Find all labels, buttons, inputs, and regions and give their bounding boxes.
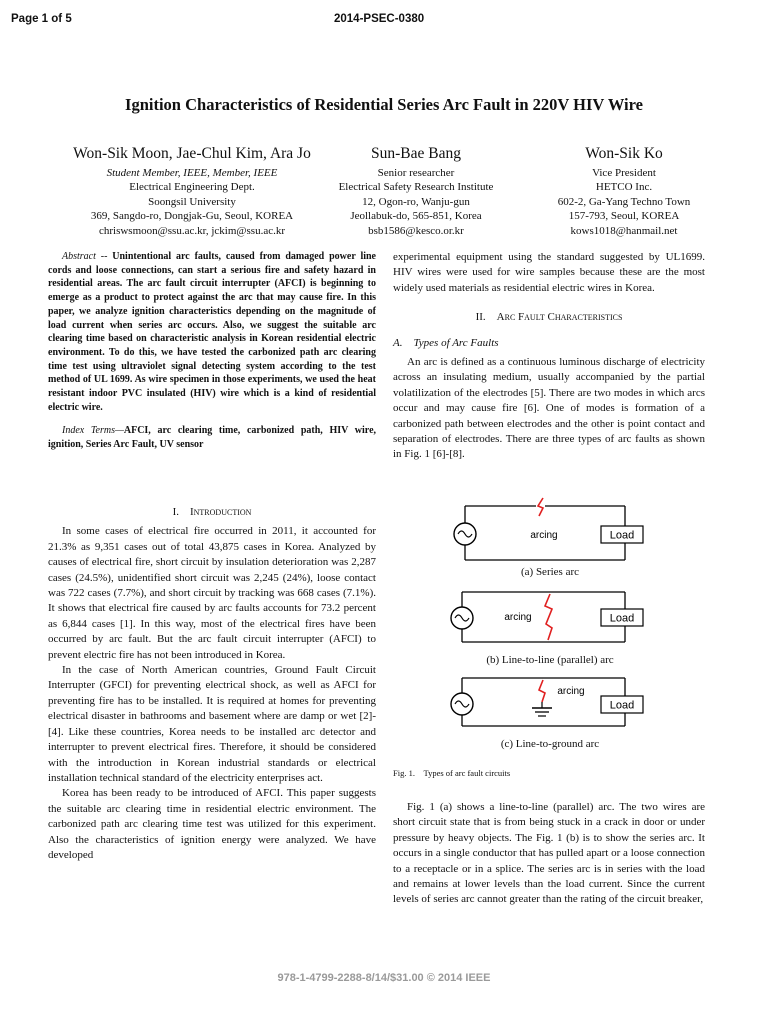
- author-email: kows1018@hanmail.net: [570, 224, 678, 237]
- paper-id: 2014-PSEC-0380: [334, 13, 425, 25]
- arc-spark-icon: [538, 498, 543, 516]
- section-heading: [48, 505, 376, 520]
- index-terms-label: Index Terms—: [62, 425, 124, 437]
- paragraph: experimental equipment using the standard suggested by UL1699. HIV wires were used for wire samples because these are the most widely used materials as residential electric wires in Korea.: [393, 251, 705, 294]
- arc-spark-icon: [545, 594, 552, 640]
- figure-caption-c: (c) Line-to-ground arc: [500, 738, 600, 750]
- author-role: Vice President: [592, 167, 656, 179]
- author-affiliation: Soongsil University: [148, 195, 236, 208]
- copyright-footer: 978-1-4799-2288-8/14/$31.00 © 2014 IEEE: [277, 972, 491, 984]
- section-number: I.: [172, 506, 179, 518]
- author-name: Sun-Bae Bang: [371, 145, 461, 162]
- author-address: 602-2, Ga-Yang Techno Town: [557, 195, 691, 208]
- author-affiliation: Electrical Safety Research Institute: [338, 181, 494, 194]
- author-name: Won-Sik Moon, Jae-Chul Kim, Ara Jo: [73, 145, 311, 162]
- section-number: II.: [475, 311, 486, 324]
- section-title: Introduction: [189, 506, 252, 518]
- figure-caption-a: (a) Series arc: [520, 566, 580, 578]
- index-terms: AFCI, arc clearing time, carbonized path, HIV wire, ignition, Series Arc Fault, UV sensor: [48, 425, 377, 451]
- author-block-3: [540, 143, 708, 238]
- subsection-heading: [393, 336, 705, 351]
- paragraph: Korea has been ready to be introduced of AFCI. This paper suggests the suitable arc clearing time in residential electric environment. The carbonized path arc clearing time test was utilized for this experiment. Also the characteristics of ignition energy were analyzed. We have developed: [48, 787, 376, 861]
- author-affiliation: HETCO Inc.: [595, 181, 653, 194]
- section-title: Arc Fault Characteristics: [496, 311, 623, 324]
- abstract-text: Unintentional arc faults, caused from damaged power line cords and loose connections, can start a serious fire and safety hazard in residential areas. The arc fault circuit interrupter (AFCI) is beginning to emerge as a product to protect against the arc that may cause fire. In this paper, we analyze ignition characteristics depending on the magnitude of load current when series arc occurs. Also, we suggest the suitable arc clearing time based on characteristic analysis in Korean residential electric environment. To do this, we have tested the carbonized path arc clearing time test using ultraviolet signal detecting system according to the test method of UL 1699. As wire specimen in those experiments, we used the heat resistant indoor PVC insulated (HIV) wire which is a kind of residential electric wire.: [48, 251, 376, 413]
- figure-1: [440, 494, 660, 729]
- author-email: chriswsmoon@ssu.ac.kr, jckim@ssu.ac.kr: [98, 224, 285, 237]
- author-block-2: [318, 143, 514, 238]
- author-email: bsb1586@kesco.or.kr: [368, 224, 464, 237]
- figure-title: Types of arc fault circuits: [423, 768, 511, 778]
- subsection-title: Types of Arc Faults: [413, 336, 499, 349]
- abstract-label: Abstract --: [62, 251, 108, 262]
- arc-spark-icon: [539, 680, 545, 702]
- parallel-arc-diagram: [451, 592, 643, 642]
- figure-caption-b: (b) Line-to-line (parallel) arc: [486, 654, 614, 666]
- ground-arc-diagram: [451, 678, 643, 726]
- subsection-label: A.: [393, 336, 403, 349]
- arcing-label: arcing: [504, 612, 532, 623]
- author-address: 157-793, Seoul, KOREA: [568, 210, 680, 223]
- right-column-top: [393, 250, 705, 463]
- author-name: Won-Sik Ko: [585, 145, 663, 162]
- paragraph: Fig. 1 (a) shows a line-to-line (parallel) arc. The two wires are short circuit state that is from being stuck in a crack in door or under pressure by heavy objects. The Fig. 1 (b) is to show the series arc. It occurs in a single conductor that has pulled apart or a loose connection to a receptacle or in a splice. The series arc is in series with the load and remains at lower levels than the load current. Since the current levels of series arc cannot greater than the rating of the circuit breaker,: [393, 801, 705, 906]
- series-arc-diagram: [454, 498, 643, 560]
- arcing-label: arcing: [557, 686, 585, 697]
- page-number: Page 1 of 5: [11, 13, 72, 25]
- load-label: Load: [609, 612, 635, 625]
- author-block-1: [40, 143, 344, 238]
- section-heading: [393, 310, 705, 325]
- author-role: Student Member, IEEE, Member, IEEE: [106, 167, 278, 179]
- abstract: [48, 250, 376, 462]
- author-address: Jeollabuk-do, 565-851, Korea: [350, 210, 482, 223]
- introduction-section: [48, 505, 376, 863]
- figure-label: [393, 768, 510, 778]
- author-address: 12, Ogon-ro, Wanju-gun: [362, 195, 470, 208]
- author-affiliation: Electrical Engineering Dept.: [129, 181, 255, 194]
- load-label: Load: [609, 699, 635, 712]
- right-column-bottom: [393, 800, 705, 908]
- figure-number: Fig. 1.: [393, 768, 415, 778]
- paragraph: In some cases of electrical fire occurred in 2011, it accounted for 21.3% as 9,351 cases out of total 43,875 cases in Korea. Analyzed by causes of electrical fire, short circuit by insulation deterioration was 2,287 cases (24.5%), unidentified short circuit was 2,245 (24%), loose contact was 722 cases (7.7%), and short circuit by tracking was 668 cases (7.1%). It shows that electrical fire caused by arc faults accounts for 73.2 percent as 6,844 cases [1]. In this way, most of the electrical fires have been occurred by arc fault. But the arc fault circuit interrupter (AFCI) to prevent electric fire has not been introduced in Korea.: [48, 525, 376, 661]
- author-address: 369, Sangdo-ro, Dongjak-Gu, Seoul, KOREA: [90, 210, 294, 223]
- load-label: Load: [609, 529, 635, 542]
- paragraph: In the case of North American countries, Ground Fault Circuit Interrupter (GFCI) for preventing electrical shock, as well as AFCI for preventing fire has to be installed. It is required at homes for preventing electrical disaster in bathrooms and basement where are damp or wet [2]-[4]. Like these countries, Korea needs to be installed arc detector and interrupter to prevent electrical fires. Therefore, it should be considered with the introduction in Korean industrial standards or electrical installation technical standard of the electricity enterprises act.: [48, 664, 376, 784]
- ground-icon: [532, 708, 552, 716]
- paper-title: Ignition Characteristics of Residential Series Arc Fault in 220V HIV Wire: [125, 95, 643, 114]
- author-role: Senior researcher: [377, 167, 455, 179]
- paragraph: An arc is defined as a continuous luminous discharge of electricity across an insulating medium, usually accompanied by the partial volatilization of the electrodes [5]. There are two modes in which arcs occur and may cause fire [6]. One of modes is formation of a carbonized path between electrodes and the other is point contact and separation of electrodes. There are three types of arc faults as shown in Fig. 1 [6]-[8].: [393, 356, 705, 461]
- arcing-label: arcing: [530, 530, 558, 541]
